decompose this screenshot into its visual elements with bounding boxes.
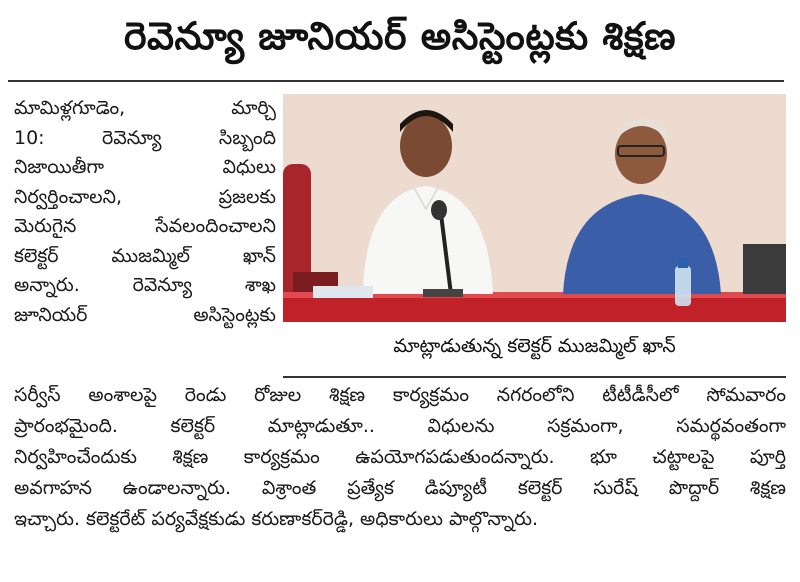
photo-caption: మాట్లాడుతున్న కలెక్టర్ ముజమ్మిల్ ఖాన్: [283, 322, 786, 370]
headline-divider: [8, 80, 784, 82]
body-line: ప్రారంభమైంది. కలెక్టర్ మాట్లాడుతూ.. విధులను సక్రమంగా, సమర్థవంతంగా: [14, 415, 786, 437]
lead-line: జూనియర్ అసిస్టెంట్లకు: [14, 303, 276, 326]
article-headline: రెవెన్యూ జూనియర్ అసిస్టెంట్లకు శిక్షణ: [124, 14, 676, 58]
news-photo-illustration: [283, 94, 786, 322]
article-body: [14, 380, 786, 535]
body-line: అవగాహన ఉండాలన్నారు. విశ్రాంత ప్రత్యేక డిప్యూటీ కలెక్టర్ సురేష్ పొద్దార్ శిక్షణ: [14, 477, 786, 499]
body-line: నిర్వహించేందుకు శిక్షణ కార్యక్రమం ఉపయోగపడుతుందన్నారు. భూ చట్టాలపై పూర్తి: [14, 446, 786, 468]
lead-paragraph: [14, 94, 276, 330]
caption-divider: [283, 376, 786, 378]
lead-line: నిజాయితీగా విధులు: [14, 156, 276, 178]
lead-line: అన్నారు. రెవెన్యూ శాఖ: [14, 274, 276, 296]
lead-line: నిర్వర్తించాలని, ప్రజలకు: [14, 185, 276, 208]
body-line: ఇచ్చారు. కలెక్టరేట్ పర్యవేక్షకుడు కరుణాకర్‌రెడ్డి, అధికారులు పాల్గొన్నారు.: [14, 508, 539, 530]
lead-line: కలెక్టర్ ముజమ్మిల్ ఖాన్: [14, 244, 276, 267]
body-line: సర్వీస్ అంశాలపై రెండు రోజుల శిక్షణ కార్యక్రమం నగరంలోని టీటీడీసీలో సోమవారం: [14, 384, 786, 406]
lead-line: 10: రెవెన్యూ సిబ్బంది: [14, 126, 276, 149]
lead-line: మామిళ్లగూడెం, మార్చి: [14, 97, 276, 119]
news-photo: [283, 94, 786, 322]
lead-line: మెరుగైన సేవలందించాలని: [14, 215, 276, 237]
